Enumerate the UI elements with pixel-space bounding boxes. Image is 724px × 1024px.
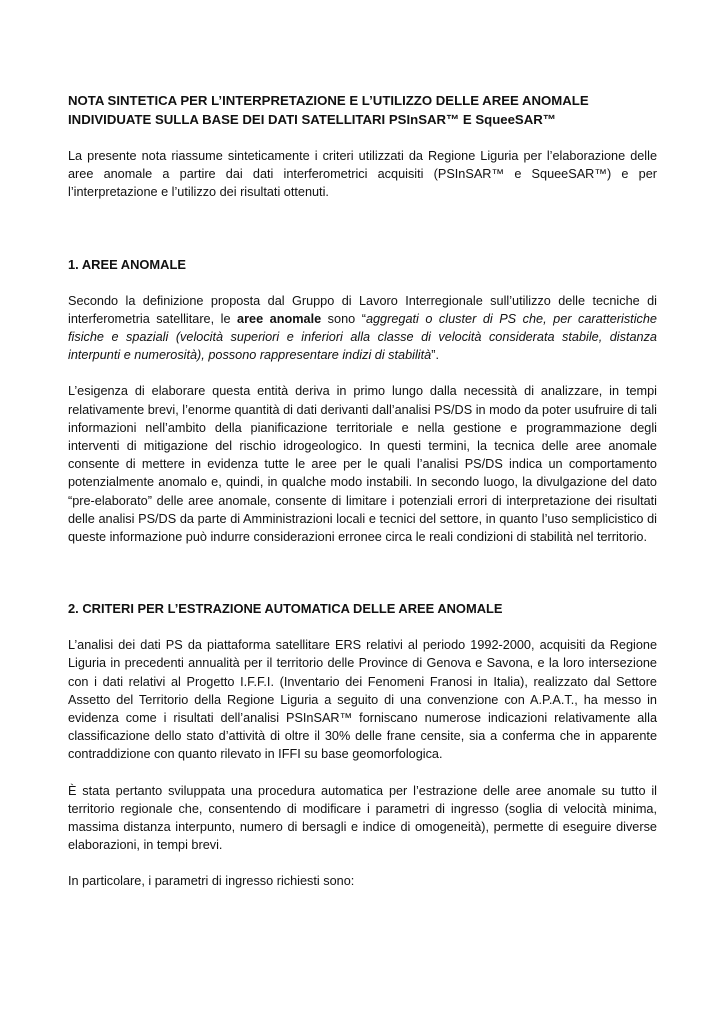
definition-text-end: ”.: [431, 348, 439, 363]
definition-text-start: Secondo la definizione proposta dal Gruppo di Lavoro Interregionale sull’utilizzo delle tecniche di interferometria satellitare, le: [68, 293, 657, 326]
section-2-body: [68, 636, 657, 890]
definition-quote: aggregati o cluster di PS che, per caratteristiche fisiche e spaziali (velocità superiori e inferiori alla classe di velocità considerata stabile, distanza interpunti e numerosità), possono rappresentare indizi di stabilità: [68, 311, 657, 363]
document-title: [68, 92, 657, 129]
definition-text-mid: sono “: [321, 311, 366, 326]
definition-term: aree anomale: [237, 311, 322, 326]
section-2-heading: 2. CRITERI PER L’ESTRAZIONE AUTOMATICA DELLE AREE ANOMALE: [68, 601, 503, 617]
section-2-paragraph-3: In particolare, i parametri di ingresso richiesti sono:: [68, 874, 355, 889]
section-1-heading: 1. AREE ANOMALE: [68, 256, 186, 272]
intro-paragraph: La presente nota riassume sinteticamente i criteri utilizzati da Regione Liguria per l’elaborazione delle aree anomale a partire dai dati interferometrici acquisiti (PSInSAR™ e SqueeSAR™) e per l’interpretazione e l’utilizzo dei risultati ottenuti.: [68, 149, 657, 200]
title-line-1: NOTA SINTETICA PER L’INTERPRETAZIONE E L’UTILIZZO DELLE AREE ANOMALE: [68, 93, 589, 108]
title-line-2: INDIVIDUATE SULLA BASE DEI DATI SATELLITARI PSInSAR™ E SqueeSAR™: [68, 111, 556, 127]
document-page: [68, 92, 657, 891]
section-2-paragraph-1: L’analisi dei dati PS da piattaforma satellitare ERS relativi al periodo 1992-2000, acquisiti da Regione Liguria in precedenti annualità per il territorio delle Province di Genova e Savona, e la loro intersezione con i dati relativi al Progetto I.F.F.I. (Inventario dei Fenomeni Franosi in Italia), realizzato dal Settore Assetto del Territorio della Regione Liguria a seguito di una convenzione con A.P.A.T., ha messo in evidenza come i risultati dell’analisi PSInSAR™ forniscano numerose indicazioni relativamente alla classificazione dello stato d’attività di oltre il 30% delle frane censite, sia a conferma che in apparente contraddizione con quanto rilevato in IFFI su base geomorfologica.: [68, 638, 657, 762]
section-1-paragraph-1: [68, 292, 657, 365]
section-2-paragraph-2: È stata pertanto sviluppata una procedura automatica per l’estrazione delle aree anomale su tutto il territorio regionale che, consentendo di modificare i parametri di ingresso (soglia di velocità minima, massima distanza interpunto, numero di bersagli e indice di omogeneità), permette di eseguire diverse elaborazioni, in tempi brevi.: [68, 783, 657, 853]
section-1-paragraph-2: L’esigenza di elaborare questa entità deriva in primo lungo dalla necessità di analizzare, in tempi relativamente brevi, l’enorme quantità di dati derivanti dall’analisi PS/DS in modo da poter usufruire di tali informazioni nell’ambito della pianificazione territoriale e nella gestione e programmazione degli interventi di mitigazione del rischio idrogeologico. In questi termini, la tecnica delle aree anomale consente di mettere in evidenza tutte le aree per le quali l’analisi PS/DS indica un comportamento potenzialmente anomalo e, quindi, in qualche modo instabili. In secondo luogo, la divulgazione del dato “pre-elaborato” delle aree anomale, consente di limitare i potenziali errori di interpretazione dei risultati delle analisi PS/DS da parte di Amministrazioni locali e tecnici del settore, in quanto l’uso semplicistico di queste informazione può indurre considerazioni erronee circa le reali condizioni di stabilità nel territorio.: [68, 384, 657, 545]
section-1-body: [68, 292, 657, 547]
